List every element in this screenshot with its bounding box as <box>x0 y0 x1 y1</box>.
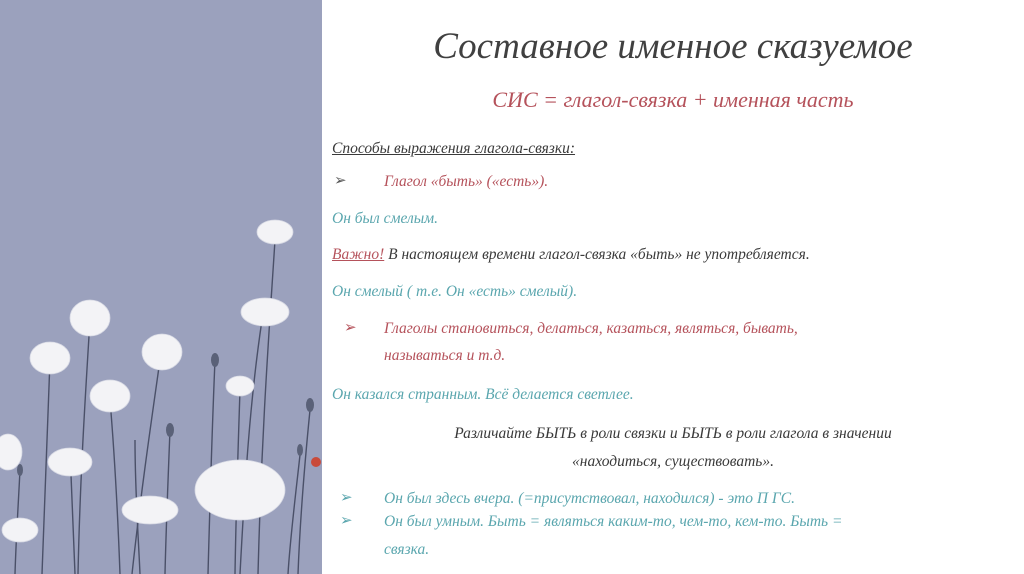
example-2: Он смелый ( т.е. Он «есть» смелый). <box>332 283 578 300</box>
important-text: В настоящем времени глагол-связка «быть» не употребляется. <box>384 246 810 263</box>
arrow-bullet-icon: ➢ <box>340 490 353 506</box>
flower-illustration <box>0 0 322 574</box>
formula-line: СИС = глагол-связка + именная часть <box>492 87 854 112</box>
arrow-bullet-icon: ➢ <box>334 173 347 189</box>
bullet-byt: Глагол «быть» («есть»). <box>384 173 549 190</box>
note-line-1: Различайте БЫТЬ в роли связки и БЫТЬ в роли глагола в значении <box>454 425 892 442</box>
bullet-was-smart-line2: связка. <box>384 541 430 558</box>
slide-title: Составное именное сказуемое <box>433 26 913 67</box>
bullet-verbs-line2: называться и т.д. <box>384 347 506 364</box>
example-3: Он казался странным. Всё делается светлее. <box>332 386 634 403</box>
arrow-bullet-icon: ➢ <box>344 320 357 336</box>
important-label: Важно! <box>332 246 385 263</box>
bullet-was-smart-line1: Он был умным. Быть = являться каким-то, чем-то, кем-то. Быть = <box>384 513 843 530</box>
note-line-2: «находиться, существовать». <box>572 453 774 470</box>
section-heading: Способы выражения глагола-связки: <box>332 140 576 157</box>
arrow-bullet-icon: ➢ <box>340 513 353 529</box>
bullet-verbs-line1: Глаголы становиться, делаться, казаться, являться, бывать, <box>384 320 798 337</box>
example-1: Он был смелым. <box>332 210 438 227</box>
important-note <box>332 244 810 266</box>
decorative-flower-panel <box>0 0 322 574</box>
slide-content <box>322 0 1024 574</box>
bullet-was-here: Он был здесь вчера. (=присутствовал, находился) - это П ГС. <box>384 490 795 507</box>
